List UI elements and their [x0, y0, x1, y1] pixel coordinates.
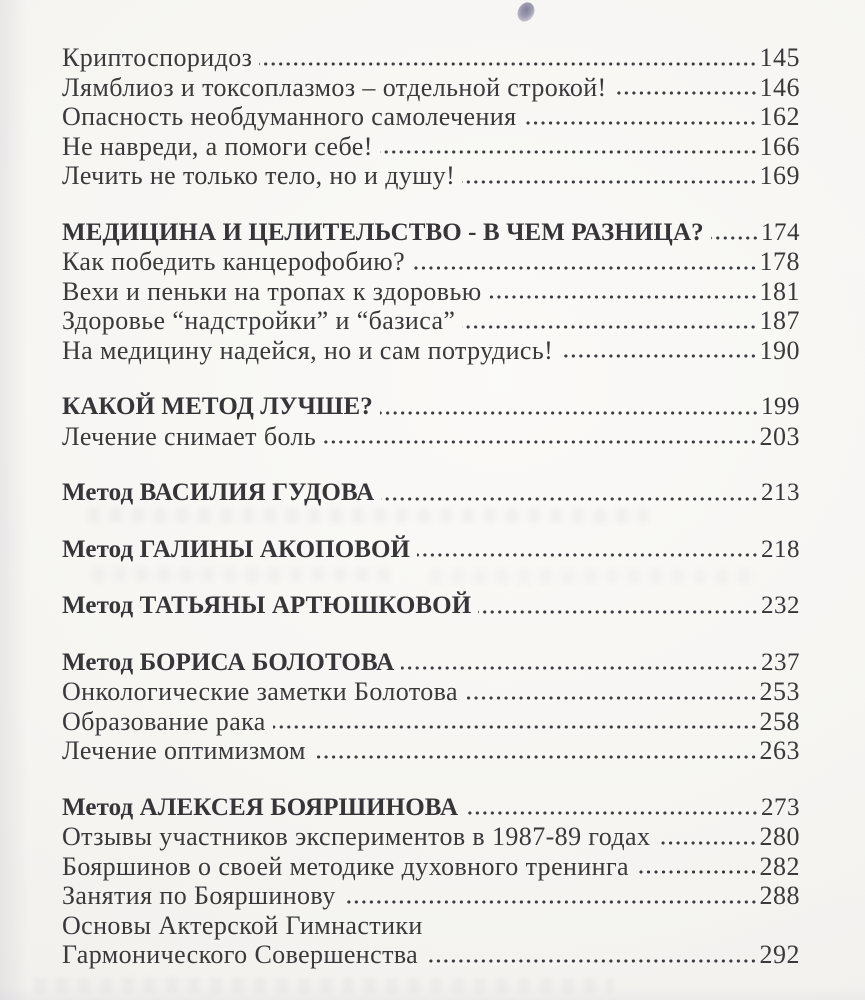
- toc-entry-page-number: 218: [761, 535, 800, 563]
- toc-entry: [62, 161, 800, 191]
- dot-leader: [412, 263, 758, 273]
- dot-leader: [380, 147, 759, 157]
- toc-entry-page-number: 178: [759, 247, 800, 276]
- dot-leader: [478, 607, 760, 617]
- dot-leader: [313, 752, 759, 762]
- dot-leader: [343, 897, 759, 907]
- toc-entry-page-number: 282: [759, 851, 800, 881]
- toc-entry: [62, 648, 800, 678]
- toc-entry: [62, 218, 800, 248]
- toc-entry-page-number: 203: [759, 421, 800, 451]
- toc-entry-title: Отзывы участников экспериментов в 1987-89 годах: [62, 822, 651, 851]
- toc-entry-title: Лечение снимает боль: [62, 421, 317, 451]
- toc-entry: [62, 591, 800, 621]
- toc-entry-title: МЕДИЦИНА И ЦЕЛИТЕЛЬСТВО - В ЧЕМ РАЗНИЦА?: [62, 218, 704, 246]
- toc-entry-title: Метод ТАТЬЯНЫ АРТЮШКОВОЙ: [62, 592, 472, 619]
- dot-leader: [465, 808, 760, 818]
- toc-entry-page-number: 190: [759, 335, 800, 365]
- toc-entry-title: Основы Актерской Гимнастики: [62, 910, 423, 940]
- toc-entry: [62, 132, 800, 162]
- dot-leader: [273, 722, 759, 732]
- toc-entry-page-number: 213: [761, 479, 800, 506]
- toc-entry: [62, 881, 800, 911]
- dot-leader: [614, 88, 759, 98]
- toc-entry: [62, 852, 800, 882]
- toc-entry: [62, 102, 800, 132]
- toc-entry-page-number: 169: [759, 161, 800, 190]
- toc-entry-page-number: 280: [759, 822, 800, 851]
- toc-entry-page-number: 292: [759, 940, 800, 969]
- dot-leader: [462, 177, 758, 187]
- dot-leader: [417, 550, 760, 560]
- toc-entry-page-number: 174: [761, 218, 800, 246]
- dot-leader: [323, 437, 758, 447]
- dot-leader: [465, 693, 759, 703]
- toc-entry-title: На медицину надейся, но и сам потрудись!: [62, 335, 554, 365]
- toc-section: [62, 793, 800, 970]
- toc-entry-page-number: 237: [761, 648, 800, 676]
- dot-leader: [381, 494, 760, 504]
- toc-entry-title: Метод ВАСИЛИЯ ГУДОВА: [62, 479, 375, 506]
- toc-entry-page-number: 258: [759, 706, 800, 736]
- toc-entry: [62, 73, 800, 103]
- toc-entry-page-number: 263: [759, 736, 800, 765]
- toc-entry-page-number: 145: [759, 43, 800, 72]
- toc-section: [62, 478, 800, 508]
- toc-entry-title: Здоровье “надстройки” и “базиса”: [62, 306, 456, 335]
- toc-entry: [62, 677, 800, 707]
- toc-list: [62, 43, 800, 970]
- toc-entry-title: Бояршинов о своей методике духовного тренинга: [62, 851, 629, 881]
- toc-entry-title: Метод БОРИСА БОЛОТОВА: [62, 648, 395, 676]
- toc-entry-page-number: 162: [759, 102, 800, 131]
- toc-entry-title: Метод ГАЛИНЫ АКОПОВОЙ: [62, 535, 411, 563]
- toc-entry-title: КАКОЙ МЕТОД ЛУЧШЕ?: [62, 393, 373, 420]
- dot-leader: [711, 233, 760, 243]
- toc-entry-title: Метод АЛЕКСЕЯ БОЯРШИНОВА: [62, 793, 459, 821]
- toc-section: [62, 591, 800, 621]
- toc-entry-page-number: 166: [759, 131, 800, 161]
- ink-speck-artifact: [514, 0, 538, 25]
- toc-section: [62, 648, 800, 766]
- toc-entry-page-number: 181: [759, 276, 800, 306]
- toc-entry: [62, 247, 800, 277]
- toc-section: [62, 43, 800, 191]
- toc-entry-page-number: 253: [759, 677, 800, 706]
- toc-entry: [62, 822, 800, 852]
- toc-entry-title: Криптоспоридоз: [62, 43, 253, 72]
- toc-entry: [62, 535, 800, 565]
- toc-entry: [62, 43, 800, 73]
- toc-entry: [62, 793, 800, 823]
- toc-entry-title: Вехи и пеньки на тропах к здоровью: [62, 276, 482, 306]
- toc-section: [62, 392, 800, 451]
- dot-leader: [401, 663, 760, 673]
- page-edge-shading-bottom: [0, 986, 865, 1000]
- toc-entry: [62, 306, 800, 336]
- dot-leader: [425, 956, 758, 966]
- toc-entry-title: Опасность необдуманного самолечения: [62, 102, 517, 131]
- toc-entry: [62, 478, 800, 508]
- toc-entry: [62, 392, 800, 422]
- toc-entry-title: Лямблиоз и токсоплазмоз – отдельной строкой!: [62, 72, 607, 102]
- toc-entry: [62, 336, 800, 366]
- toc-entry: [62, 940, 800, 970]
- dot-leader: [380, 408, 760, 418]
- toc-entry-page-number: 232: [761, 592, 800, 619]
- dot-leader: [489, 292, 759, 302]
- toc-entry-page-number: 199: [761, 393, 800, 420]
- toc-entry-page-number: 146: [759, 72, 800, 102]
- toc-entry-page-number: 187: [759, 306, 800, 335]
- dot-leader: [657, 838, 758, 848]
- toc-entry-title: Занятия по Бояршинову: [62, 881, 336, 910]
- toc-entry-page-number: 273: [761, 793, 800, 821]
- page-edge-shading-left: [0, 0, 28, 1000]
- dot-leader: [523, 118, 758, 128]
- toc-entry: [62, 277, 800, 307]
- toc-entry-title: Онкологические заметки Болотова: [62, 677, 458, 706]
- toc-section: [62, 218, 800, 366]
- dot-leader: [462, 322, 758, 332]
- toc-entry: [62, 911, 800, 941]
- toc-entry-title: Гармонического Совершенства: [62, 940, 419, 969]
- toc-entry-title: Образование рака: [62, 706, 266, 736]
- toc-entry: [62, 736, 800, 766]
- toc-entry: [62, 422, 800, 452]
- dot-leader: [560, 351, 758, 361]
- toc-entry-title: Не навреди, а помоги себе!: [62, 131, 373, 161]
- toc-entry-page-number: 288: [759, 881, 800, 910]
- toc-entry-title: Лечить не только тело, но и душу!: [62, 161, 456, 190]
- bleed-through-artifact: [34, 978, 614, 993]
- dot-leader: [636, 867, 759, 877]
- toc-entry-title: Лечение оптимизмом: [62, 736, 306, 765]
- toc-entry-title: Как победить канцерофобию?: [62, 247, 406, 276]
- dot-leader: [259, 59, 758, 69]
- toc-section: [62, 535, 800, 565]
- toc-entry: [62, 707, 800, 737]
